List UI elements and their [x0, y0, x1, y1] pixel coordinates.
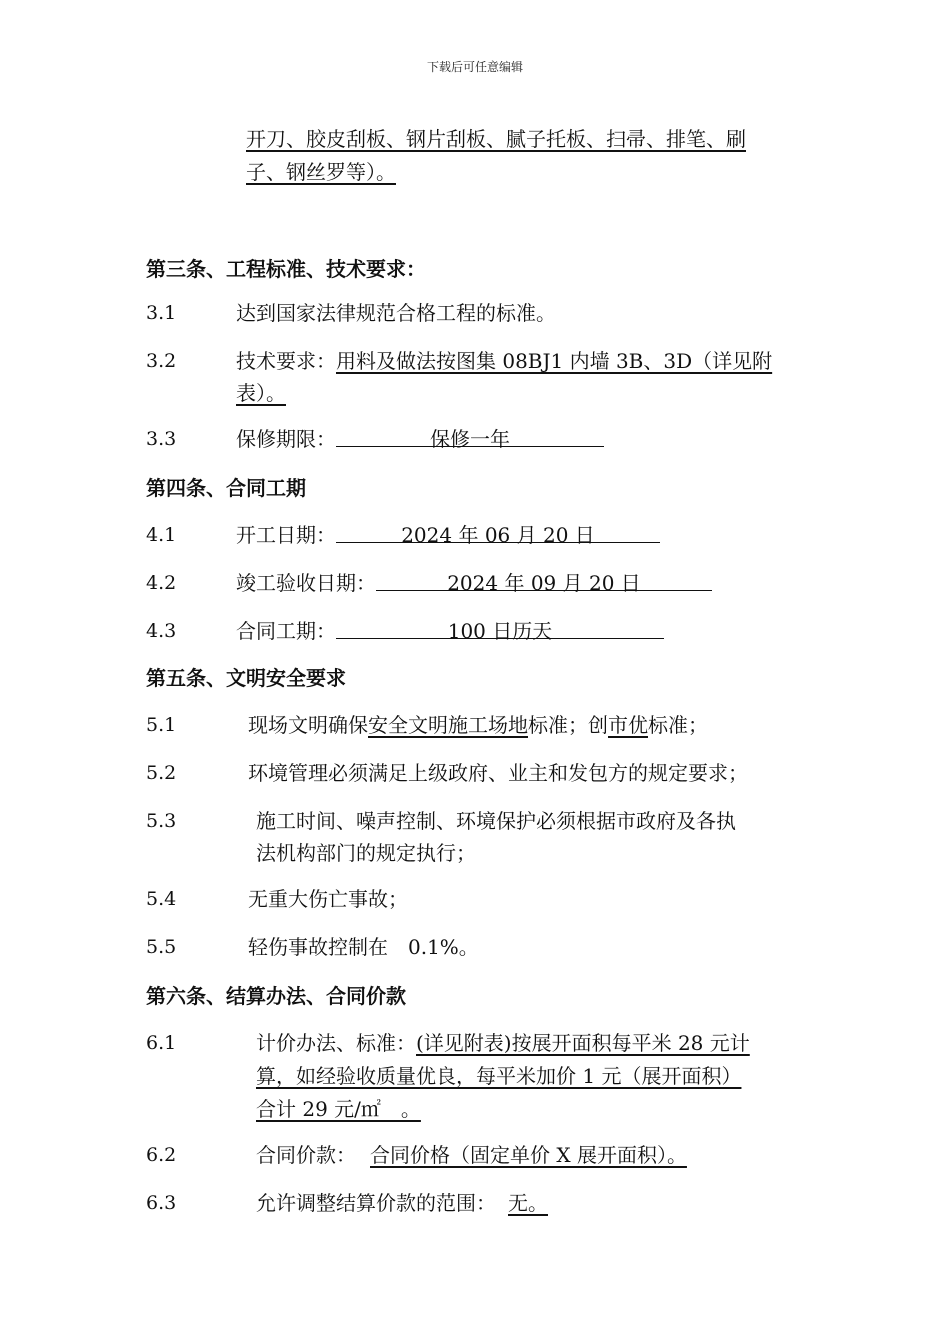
- item-4-1-blank: [336, 518, 660, 547]
- item-3-2-line-1: [236, 344, 772, 378]
- section-6-title: 第六条、结算办法、合同价款: [146, 984, 406, 1008]
- item-4-3-number: 4.3: [146, 620, 177, 642]
- item-6-2-row: [256, 1138, 691, 1172]
- item-6-3-label: 允许调整结算价款的范围：: [256, 1191, 496, 1215]
- item-5-5-text: 轻伤事故控制在 0.1%。: [248, 935, 479, 959]
- item-4-1-row: [236, 518, 660, 552]
- item-3-2-value-line-2: 表）。: [236, 381, 286, 405]
- section-3-title: 第三条、工程标准、技术要求：: [146, 257, 426, 281]
- item-5-1-text: [248, 708, 708, 742]
- item-6-3-row: [256, 1186, 548, 1220]
- item-6-1-label: 计价办法、标准：: [256, 1031, 416, 1055]
- item-5-3-line-1: 施工时间、噪声控制、环境保护必须根据市政府及各执: [256, 809, 736, 833]
- item-5-3-number: 5.3: [146, 810, 177, 832]
- page-header: 下载后可任意编辑: [426, 60, 523, 74]
- item-5-4-text: 无重大伤亡事故；: [248, 887, 408, 911]
- intro-line-2: 子、钢丝罗等）。: [246, 160, 396, 184]
- item-6-2-number: 6.2: [146, 1144, 177, 1166]
- item-6-1-value-line-1: (详见附表)按展开面积每平米 28 元计: [416, 1031, 750, 1055]
- item-3-2-value-line-1: 用料及做法按图集 08BJ1 内墙 3B、3D（详见附: [336, 349, 773, 373]
- item-5-3-line-2: 法机构部门的规定执行；: [256, 841, 476, 865]
- item-5-2-number: 5.2: [146, 762, 177, 784]
- item-5-1-number: 5.1: [146, 714, 177, 736]
- item-3-3-blank: [336, 422, 604, 451]
- item-4-1-label: 开工日期：: [236, 523, 336, 547]
- item-5-1-underline-2: 市优: [608, 713, 648, 737]
- item-4-1-value: 2024 年 06 月 20 日: [401, 523, 595, 547]
- item-4-2-value: 2024 年 09 月 20 日: [447, 571, 641, 595]
- item-5-5-number: 5.5: [146, 936, 177, 958]
- item-3-3-value: 保修一年: [430, 427, 510, 451]
- section-4-title: 第四条、合同工期: [146, 476, 306, 500]
- section-5-title: 第五条、文明安全要求: [146, 666, 346, 690]
- item-3-3-row: [236, 422, 604, 456]
- item-3-1-text: 达到国家法律规范合格工程的标准。: [236, 301, 556, 325]
- item-4-2-blank: [376, 566, 712, 595]
- item-5-1-post: 标准；: [648, 713, 708, 737]
- item-6-1-line-1: [256, 1026, 750, 1060]
- item-4-2-row: [236, 566, 712, 600]
- item-4-3-row: [236, 614, 664, 648]
- item-4-3-value: 100 日历天: [447, 619, 553, 643]
- item-3-2-number: 3.2: [146, 350, 177, 372]
- item-5-2-text: 环境管理必须满足上级政府、业主和发包方的规定要求；: [248, 761, 748, 785]
- item-6-3-value: 无。: [508, 1191, 548, 1215]
- item-6-2-label: 合同价款：: [256, 1143, 356, 1167]
- item-6-1-number: 6.1: [146, 1032, 177, 1054]
- item-4-3-label: 合同工期：: [236, 619, 336, 643]
- item-6-1-value-line-3: 合计 29 元/㎡ 。: [256, 1097, 421, 1121]
- intro-line-1: 开刀、胶皮刮板、钢片刮板、腻子托板、扫帚、排笔、刷: [246, 127, 746, 151]
- item-4-2-number: 4.2: [146, 572, 177, 594]
- item-6-3-number: 6.3: [146, 1192, 177, 1214]
- item-5-1-underline-1: 安全文明施工场地: [368, 713, 528, 737]
- item-4-1-number: 4.1: [146, 524, 177, 546]
- item-5-1-pre: 现场文明确保: [248, 713, 368, 737]
- item-5-4-number: 5.4: [146, 888, 177, 910]
- item-5-1-mid: 标准；创: [528, 713, 608, 737]
- item-3-3-label: 保修期限：: [236, 427, 336, 451]
- item-3-2-label: 技术要求：: [236, 349, 336, 373]
- item-6-1-value-line-2: 算，如经验收质量优良，每平米加价 1 元（展开面积）: [256, 1064, 742, 1088]
- item-4-2-label: 竣工验收日期：: [236, 571, 376, 595]
- item-6-2-value: 合同价格（固定单价 X 展开面积）。: [370, 1143, 687, 1167]
- item-3-1-number: 3.1: [146, 302, 177, 324]
- item-4-3-blank: [336, 614, 664, 643]
- item-3-3-number: 3.3: [146, 428, 177, 450]
